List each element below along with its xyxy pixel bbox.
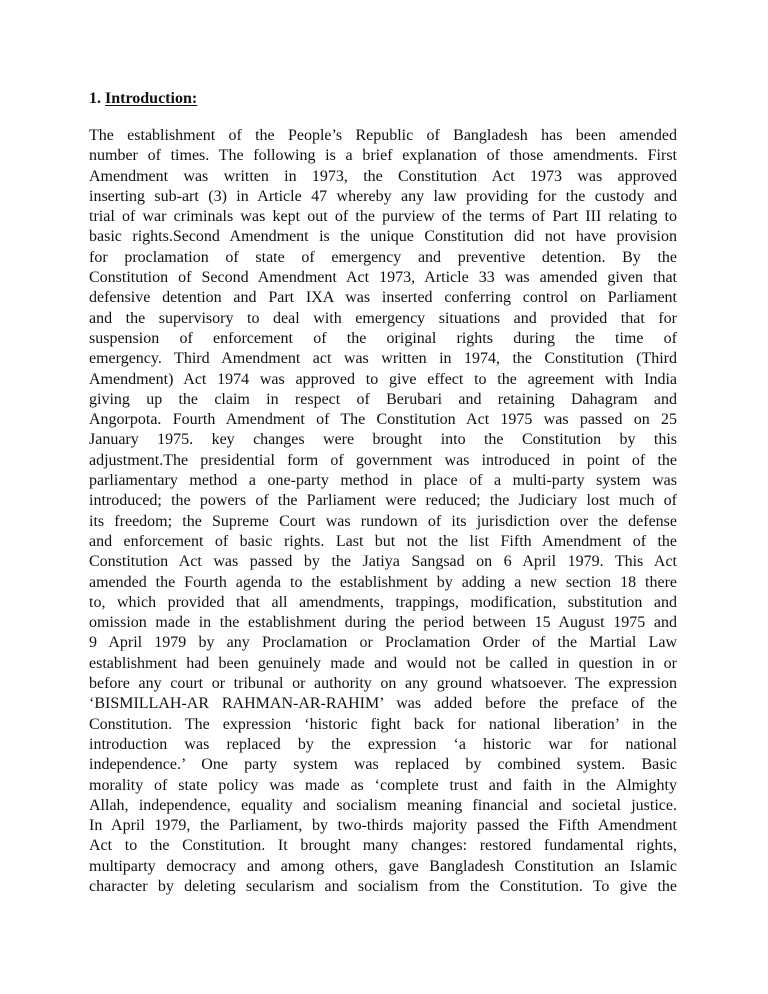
paragraph-line: before any court or tribunal or authority on any ground whatsoever. The expression [89, 675, 677, 693]
introduction-paragraph [89, 126, 677, 897]
paragraph-line: its freedom; the Supreme Court was rundown of its jurisdiction over the defense [89, 512, 677, 530]
paragraph-line: basic rights.Second Amendment is the unique Constitution did not have provision [89, 228, 677, 246]
paragraph-line: and enforcement of basic rights. Last but not the list Fifth Amendment of the [89, 532, 677, 550]
paragraph-line: number of times. The following is a brief explanation of those amendments. First [89, 147, 677, 165]
paragraph-line: Constitution Act was passed by the Jatiya Sangsad on 6 April 1979. This Act [89, 553, 677, 571]
paragraph-line: establishment had been genuinely made and would not be called in question in or [89, 654, 677, 672]
paragraph-line: independence.’ One party system was replaced by combined system. Basic [89, 756, 677, 774]
paragraph-line: to, which provided that all amendments, trappings, modification, substitution and [89, 593, 677, 611]
paragraph-line: Constitution. The expression ‘historic fight back for national liberation’ in the [89, 715, 677, 733]
paragraph-line: for proclamation of state of emergency and preventive detention. By the [89, 248, 677, 266]
paragraph-line: emergency. Third Amendment act was written in 1974, the Constitution (Third [89, 350, 677, 368]
paragraph-line: The establishment of the People’s Republic of Bangladesh has been amended [89, 127, 677, 144]
paragraph-line: inserting sub-art (3) in Article 47 whereby any law providing for the custody and [89, 187, 677, 205]
section-heading [89, 89, 197, 109]
paragraph-line: adjustment.The presidential form of government was introduced in point of the [89, 451, 677, 469]
paragraph-line: introduced; the powers of the Parliament were reduced; the Judiciary lost much of [89, 492, 677, 510]
paragraph-line: multiparty democracy and among others, gave Bangladesh Constitution an Islamic [89, 857, 677, 875]
paragraph-line: Amendment was written in 1973, the Constitution Act 1973 was approved [89, 167, 677, 185]
paragraph-line: parliamentary method a one-party method in place of a multi-party system was [89, 472, 677, 490]
paragraph-line: January 1975. key changes were brought into the Constitution by this [89, 431, 677, 449]
paragraph-line: Angorpota. Fourth Amendment of The Constitution Act 1975 was passed on 25 [89, 411, 677, 429]
paragraph-line: In April 1979, the Parliament, by two-thirds majority passed the Fifth Amendment [89, 817, 677, 835]
paragraph-line: character by deleting secularism and socialism from the Constitution. To give the [89, 877, 677, 895]
paragraph-line: amended the Fourth agenda to the establishment by adding a new section 18 there [89, 573, 677, 591]
paragraph-line: Amendment) Act 1974 was approved to give effect to the agreement with India [89, 370, 677, 388]
section-title: Introduction: [105, 90, 198, 107]
paragraph-line: Act to the Constitution. It brought many changes: restored fundamental rights, [89, 837, 677, 855]
paragraph-line: omission made in the establishment during the period between 15 August 1975 and [89, 614, 677, 632]
paragraph-line: introduction was replaced by the expression ‘a historic war for national [89, 735, 677, 753]
paragraph-line: Allah, independence, equality and socialism meaning financial and societal justice. [89, 796, 677, 814]
paragraph-line: morality of state policy was made as ‘complete trust and faith in the Almighty [89, 776, 677, 794]
paragraph-line: suspension of enforcement of the original rights during the time of [89, 329, 677, 347]
paragraph-line: trial of war criminals was kept out of the purview of the terms of Part III relating to [89, 208, 677, 226]
paragraph-line: and the supervisory to deal with emergency situations and provided that for [89, 309, 677, 327]
paragraph-line: giving up the claim in respect of Berubari and retaining Dahagram and [89, 390, 677, 408]
paragraph-line: ‘BISMILLAH-AR RAHMAN-AR-RAHIM’ was added before the preface of the [89, 695, 677, 713]
paragraph-line: Constitution of Second Amendment Act 1973, Article 33 was amended given that [89, 269, 677, 287]
section-number: 1. [89, 90, 101, 107]
paragraph-line: defensive detention and Part IXA was inserted conferring control on Parliament [89, 289, 677, 307]
paragraph-line: 9 April 1979 by any Proclamation or Proclamation Order of the Martial Law [89, 634, 677, 652]
